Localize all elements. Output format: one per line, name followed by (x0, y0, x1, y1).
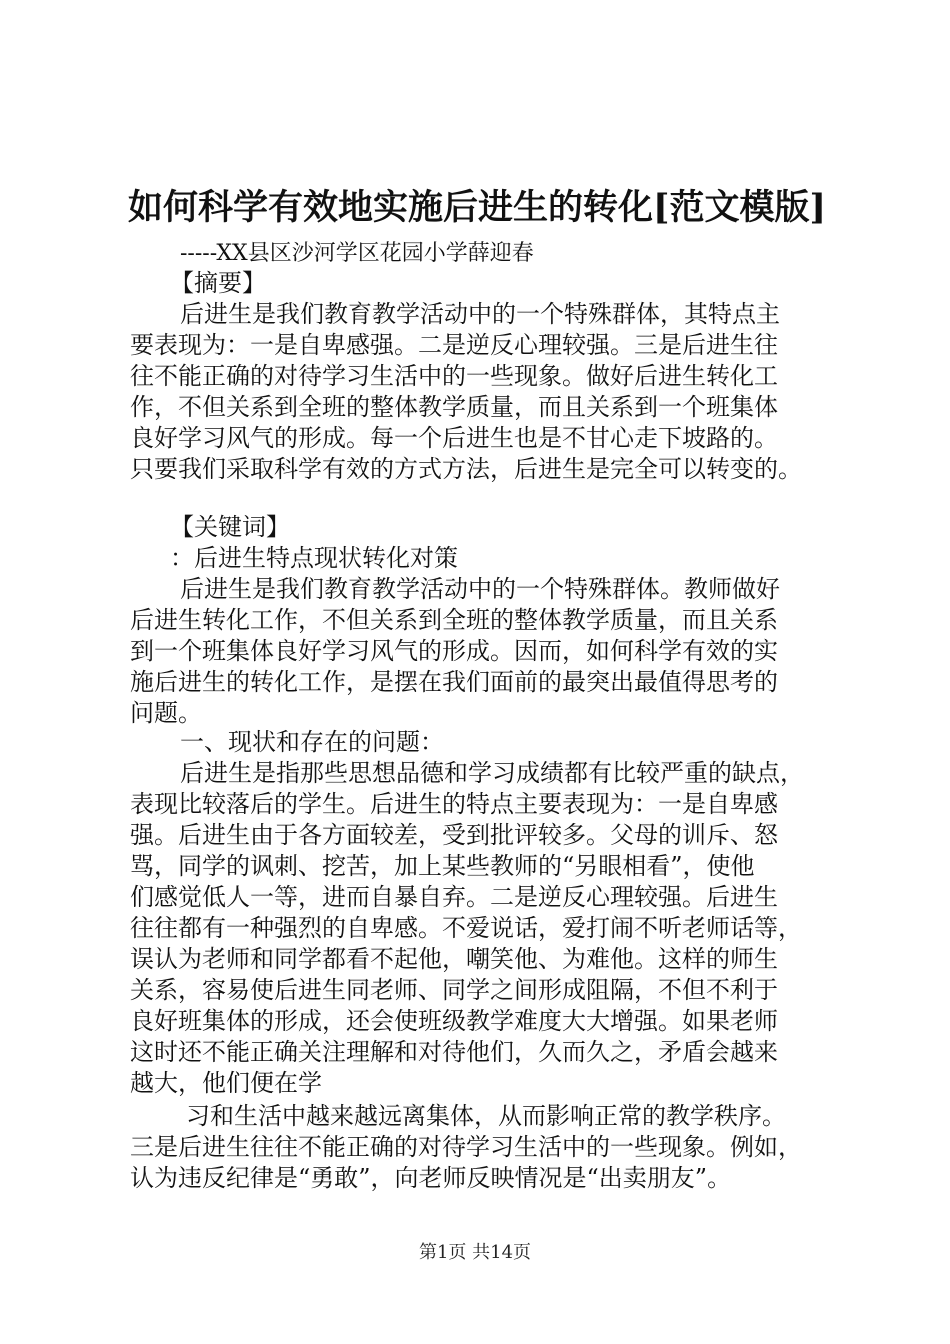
intro-line: 后进生转化工作，不但关系到全班的整体教学质量，而且关系 (130, 606, 778, 634)
intro-line: 问题。 (130, 699, 202, 727)
page-footer: 第1页 共14页 (418, 1242, 532, 1263)
document-title: 如何科学有效地实施后进生的转化[范文模版] (128, 187, 827, 228)
section2-line: 三是后进生往往不能正确的对待学习生活中的一些现象。例如， (130, 1133, 802, 1161)
document-author: -----XX县区沙河学区花园小学薛迎春 (180, 241, 534, 266)
abstract-heading: 【摘要】 (170, 269, 266, 297)
section1-line: 往往都有一种强烈的自卑感。不爱说话，爱打闹不听老师话等， (130, 914, 802, 942)
section1-line: 表现比较落后的学生。后进生的特点主要表现为：一是自卑感 (130, 790, 778, 818)
section2-line: 习和生活中越来越远离集体，从而影响正常的教学秩序。 (186, 1102, 786, 1130)
section1-line: 强。后进生由于各方面较差，受到批评较多。父母的训斥、怒 (130, 821, 778, 849)
section2-line: 认为违反纪律是“勇敢”，向老师反映情况是“出卖朋友”。 (130, 1164, 732, 1192)
abstract-line: 只要我们采取科学有效的方式方法，后进生是完全可以转变的。 (130, 455, 802, 483)
intro-line: 到一个班集体良好学习风气的形成。因而，如何科学有效的实 (130, 637, 778, 665)
section1-line: 关系，容易使后进生同老师、同学之间形成阻隔，不但不利于 (130, 976, 778, 1004)
section1-line: 后进生是指那些思想品德和学习成绩都有比较严重的缺点， (180, 759, 804, 787)
intro-line: 施后进生的转化工作，是摆在我们面前的最突出最值得思考的 (130, 668, 778, 696)
abstract-line: 良好学习风气的形成。每一个后进生也是不甘心走下坡路的。 (130, 424, 778, 452)
section1-line: 这时还不能正确关注理解和对待他们，久而久之，矛盾会越来 (130, 1038, 778, 1066)
abstract-line: 往不能正确的对待学习生活中的一些现象。做好后进生转化工 (130, 362, 778, 390)
abstract-line: 要表现为：一是自卑感强。二是逆反心理较强。三是后进生往 (130, 331, 778, 359)
section1-line: 们感觉低人一等，进而自暴自弃。二是逆反心理较强。后进生 (130, 883, 778, 911)
section1-heading: 一、现状和存在的问题： (180, 728, 444, 756)
section1-line: 骂，同学的讽刺、挖苦，加上某些教师的“另眼相看”，使他 (130, 852, 755, 880)
abstract-line: 后进生是我们教育教学活动中的一个特殊群体，其特点主 (180, 300, 780, 328)
keywords-heading: 【关键词】 (170, 513, 290, 541)
section1-line: 越大，他们便在学 (130, 1069, 322, 1097)
keywords-text: ：后进生特点现状转化对策 (170, 544, 458, 572)
intro-line: 后进生是我们教育教学活动中的一个特殊群体。教师做好 (180, 575, 780, 603)
abstract-line: 作，不但关系到全班的整体教学质量，而且关系到一个班集体 (130, 393, 778, 421)
section1-line: 良好班集体的形成，还会使班级教学难度大大增强。如果老师 (130, 1007, 778, 1035)
section1-line: 误认为老师和同学都看不起他，嘲笑他、为难他。这样的师生 (130, 945, 778, 973)
